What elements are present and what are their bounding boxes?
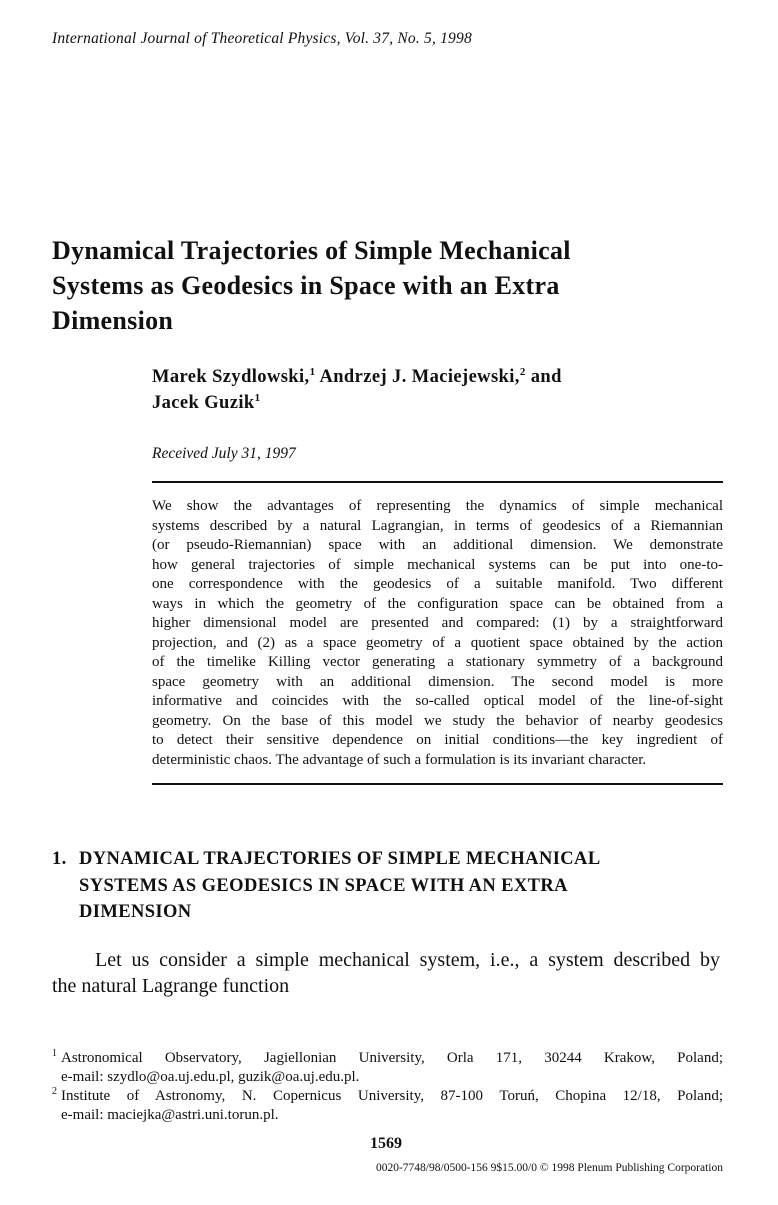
footnote-line: Institute of Astronomy, N. Copernicus University, 87-100 Toruń, Chopina 12/18, Poland; — [61, 1088, 723, 1104]
body-line: the natural Lagrange function — [52, 974, 290, 997]
body-line: Let us consider a simple mechanical system, i.e., a system described by — [95, 949, 720, 971]
abstract-bottom-rule — [152, 783, 723, 785]
footnotes — [52, 1049, 723, 1125]
section-title-line: SYSTEMS AS GEODESICS IN SPACE WITH AN EXTRA — [79, 875, 568, 896]
abstract-top-rule — [152, 481, 723, 483]
author-name: Andrzej J. Maciejewski, — [319, 367, 520, 387]
section-title-line: DIMENSION — [79, 902, 192, 922]
abstract-line: higher dimensional model are presented and compared: (1) by a straightforward — [152, 615, 723, 631]
abstract-line: space geometry with an additional dimension. The second model is more — [152, 673, 723, 690]
affiliation-mark: 1 — [309, 366, 316, 378]
abstract-line: (or pseudo-Riemannian) space with an additional dimension. We demonstrate — [152, 537, 723, 553]
footnote-line: Astronomical Observatory, Jagiellonian University, Orla 171, 30244 Krakow, Poland; — [61, 1050, 723, 1066]
footnote-line: e-mail: szydlo@oa.uj.edu.pl, guzik@oa.uj.edu.pl. — [61, 1069, 360, 1085]
footnote-mark: 1 — [52, 1048, 57, 1059]
received-date: Received July 31, 1997 — [152, 445, 296, 462]
footnote — [52, 1087, 723, 1125]
abstract-line: projection, and (2) as a space geometry of a quotient space obtained by the action — [152, 634, 723, 651]
author-list — [152, 364, 562, 416]
section-title — [79, 846, 692, 926]
footnote-line: e-mail: maciejka@astri.uni.torun.pl. — [61, 1107, 279, 1123]
abstract — [152, 497, 723, 770]
abstract-line: geometry. On the base of this model we study the behavior of nearby geodesics — [152, 712, 723, 729]
author-line — [152, 364, 562, 390]
journal-running-header: International Journal of Theoretical Physics, Vol. 37, No. 5, 1998 — [52, 30, 472, 47]
title-line: Dimension — [52, 306, 174, 335]
author-line — [152, 390, 562, 416]
abstract-line: informative and coincides with the so-called optical model of the line-of-sight — [152, 693, 723, 709]
article-title — [52, 233, 712, 338]
section-title-line: DYNAMICAL TRAJECTORIES OF SIMPLE MECHANICAL — [79, 849, 601, 869]
abstract-line: systems described by a natural Lagrangian, in terms of geodesics of a Riemannian — [152, 517, 723, 534]
author-name: Marek Szydlowski, — [152, 367, 310, 387]
affiliation-mark: 1 — [254, 392, 261, 404]
author-name: Jacek Guzik — [152, 393, 255, 413]
abstract-line: to detect their sensitive dependence on initial conditions—the key ingredient of — [152, 732, 723, 748]
section-number: 1. — [52, 849, 67, 869]
title-line: Dynamical Trajectories of Simple Mechanical — [52, 236, 571, 265]
page-number: 1569 — [370, 1135, 402, 1152]
abstract-line: how general trajectories of simple mechanical systems can be put into one-to- — [152, 556, 723, 573]
affiliation-mark: 2 — [519, 366, 526, 378]
abstract-line: deterministic chaos. The advantage of such a formulation is its invariant character. — [152, 751, 647, 768]
abstract-line: ways in which the geometry of the configuration space can be obtained from a — [152, 595, 723, 612]
title-line: Systems as Geodesics in Space with an Extra — [52, 271, 560, 300]
footnote — [52, 1049, 723, 1087]
body-paragraph — [52, 948, 720, 999]
section-heading — [52, 846, 692, 926]
author-conjunction: and — [530, 367, 562, 387]
footnote-mark: 2 — [52, 1086, 57, 1097]
abstract-line: We show the advantages of representing the dynamics of simple mechanical — [152, 498, 723, 514]
copyright-line: 0020-7748/98/0500-156 9$15.00/0 © 1998 Plenum Publishing Corporation — [375, 1162, 723, 1174]
abstract-line: one correspondence with the geodesics of a suitable manifold. Two different — [152, 576, 723, 592]
abstract-line: of the timelike Killing vector generating a stationary symmetry of a background — [152, 654, 723, 670]
